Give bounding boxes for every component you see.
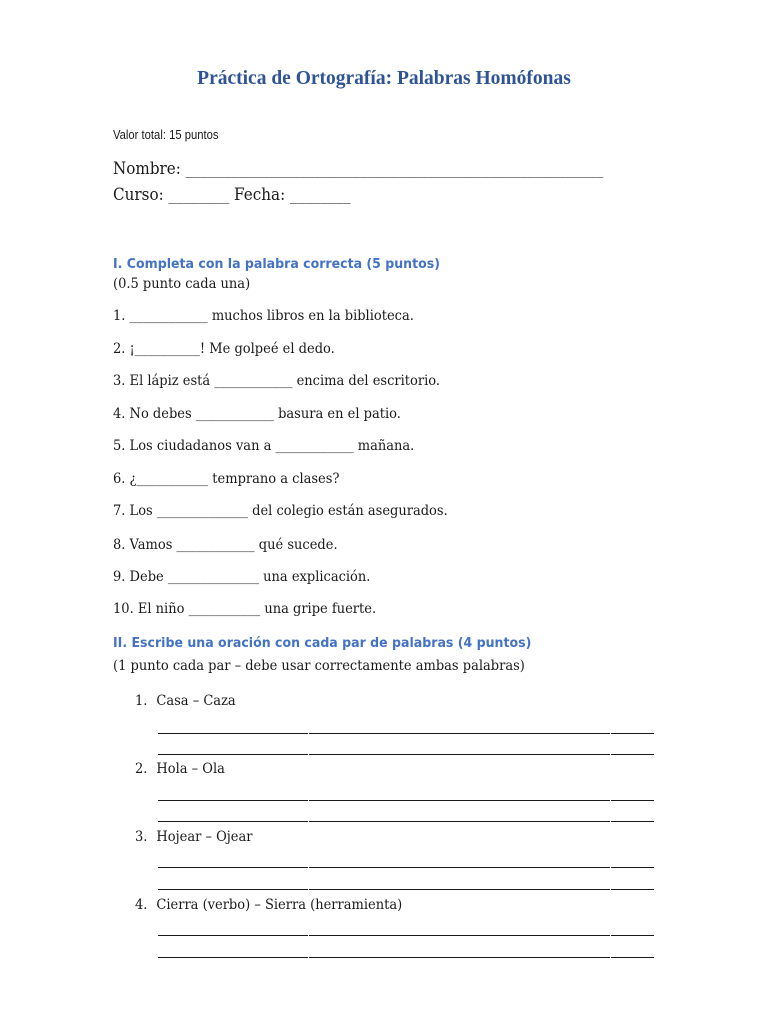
question-1: 1. ____________ muchos libros en la biblioteca. <box>113 308 414 324</box>
pair-4-number: 4. <box>135 897 148 913</box>
answer-line <box>158 800 654 801</box>
pair-2-text: Hola – Ola <box>156 761 225 777</box>
question-3: 3. El lápiz está ____________ encima del escritorio. <box>113 373 440 389</box>
section1-note: (0.5 punto cada una) <box>113 276 251 292</box>
pair-4 <box>135 897 402 913</box>
pair-4-text: Cierra (verbo) – Sierra (herramienta) <box>156 897 403 913</box>
question-7: 7. Los ______________ del colegio están asegurados. <box>113 503 448 519</box>
pair-1-number: 1. <box>135 693 148 709</box>
question-6: 6. ¿___________ temprano a clases? <box>113 471 340 487</box>
section2-heading: II. Escribe una oración con cada par de palabras (4 puntos) <box>113 635 532 651</box>
answer-line <box>158 889 654 890</box>
pair-3-number: 3. <box>135 829 148 845</box>
pair-2 <box>135 761 225 777</box>
question-8: 8. Vamos ____________ qué sucede. <box>113 537 338 553</box>
course-date-field: Curso: ________ Fecha: ________ <box>113 185 351 204</box>
question-5: 5. Los ciudadanos van a ____________ mañana. <box>113 438 415 454</box>
section1-heading: I. Completa con la palabra correcta (5 puntos) <box>113 256 440 272</box>
answer-line <box>158 754 654 755</box>
answer-line <box>158 935 654 936</box>
pair-3 <box>135 829 253 845</box>
pair-1 <box>135 693 236 709</box>
pair-3-text: Hojear – Ojear <box>156 829 253 845</box>
name-field: Nombre: _______________________________________________________ <box>113 159 604 178</box>
answer-line <box>158 733 654 734</box>
pair-1-text: Casa – Caza <box>156 693 236 709</box>
question-9: 9. Debe ______________ una explicación. <box>113 569 371 585</box>
answer-line <box>158 867 654 868</box>
answer-line <box>158 821 654 822</box>
question-4: 4. No debes ____________ basura en el patio. <box>113 406 401 422</box>
pair-2-number: 2. <box>135 761 148 777</box>
answer-line <box>158 957 654 958</box>
section2-note: (1 punto cada par – debe usar correctamente ambas palabras) <box>113 658 525 674</box>
total-value: Valor total: 15 puntos <box>113 128 219 142</box>
question-10: 10. El niño ___________ una gripe fuerte. <box>113 601 377 617</box>
page-title: Práctica de Ortografía: Palabras Homófonas <box>197 68 571 89</box>
question-2: 2. ¡__________! Me golpeé el dedo. <box>113 341 335 357</box>
